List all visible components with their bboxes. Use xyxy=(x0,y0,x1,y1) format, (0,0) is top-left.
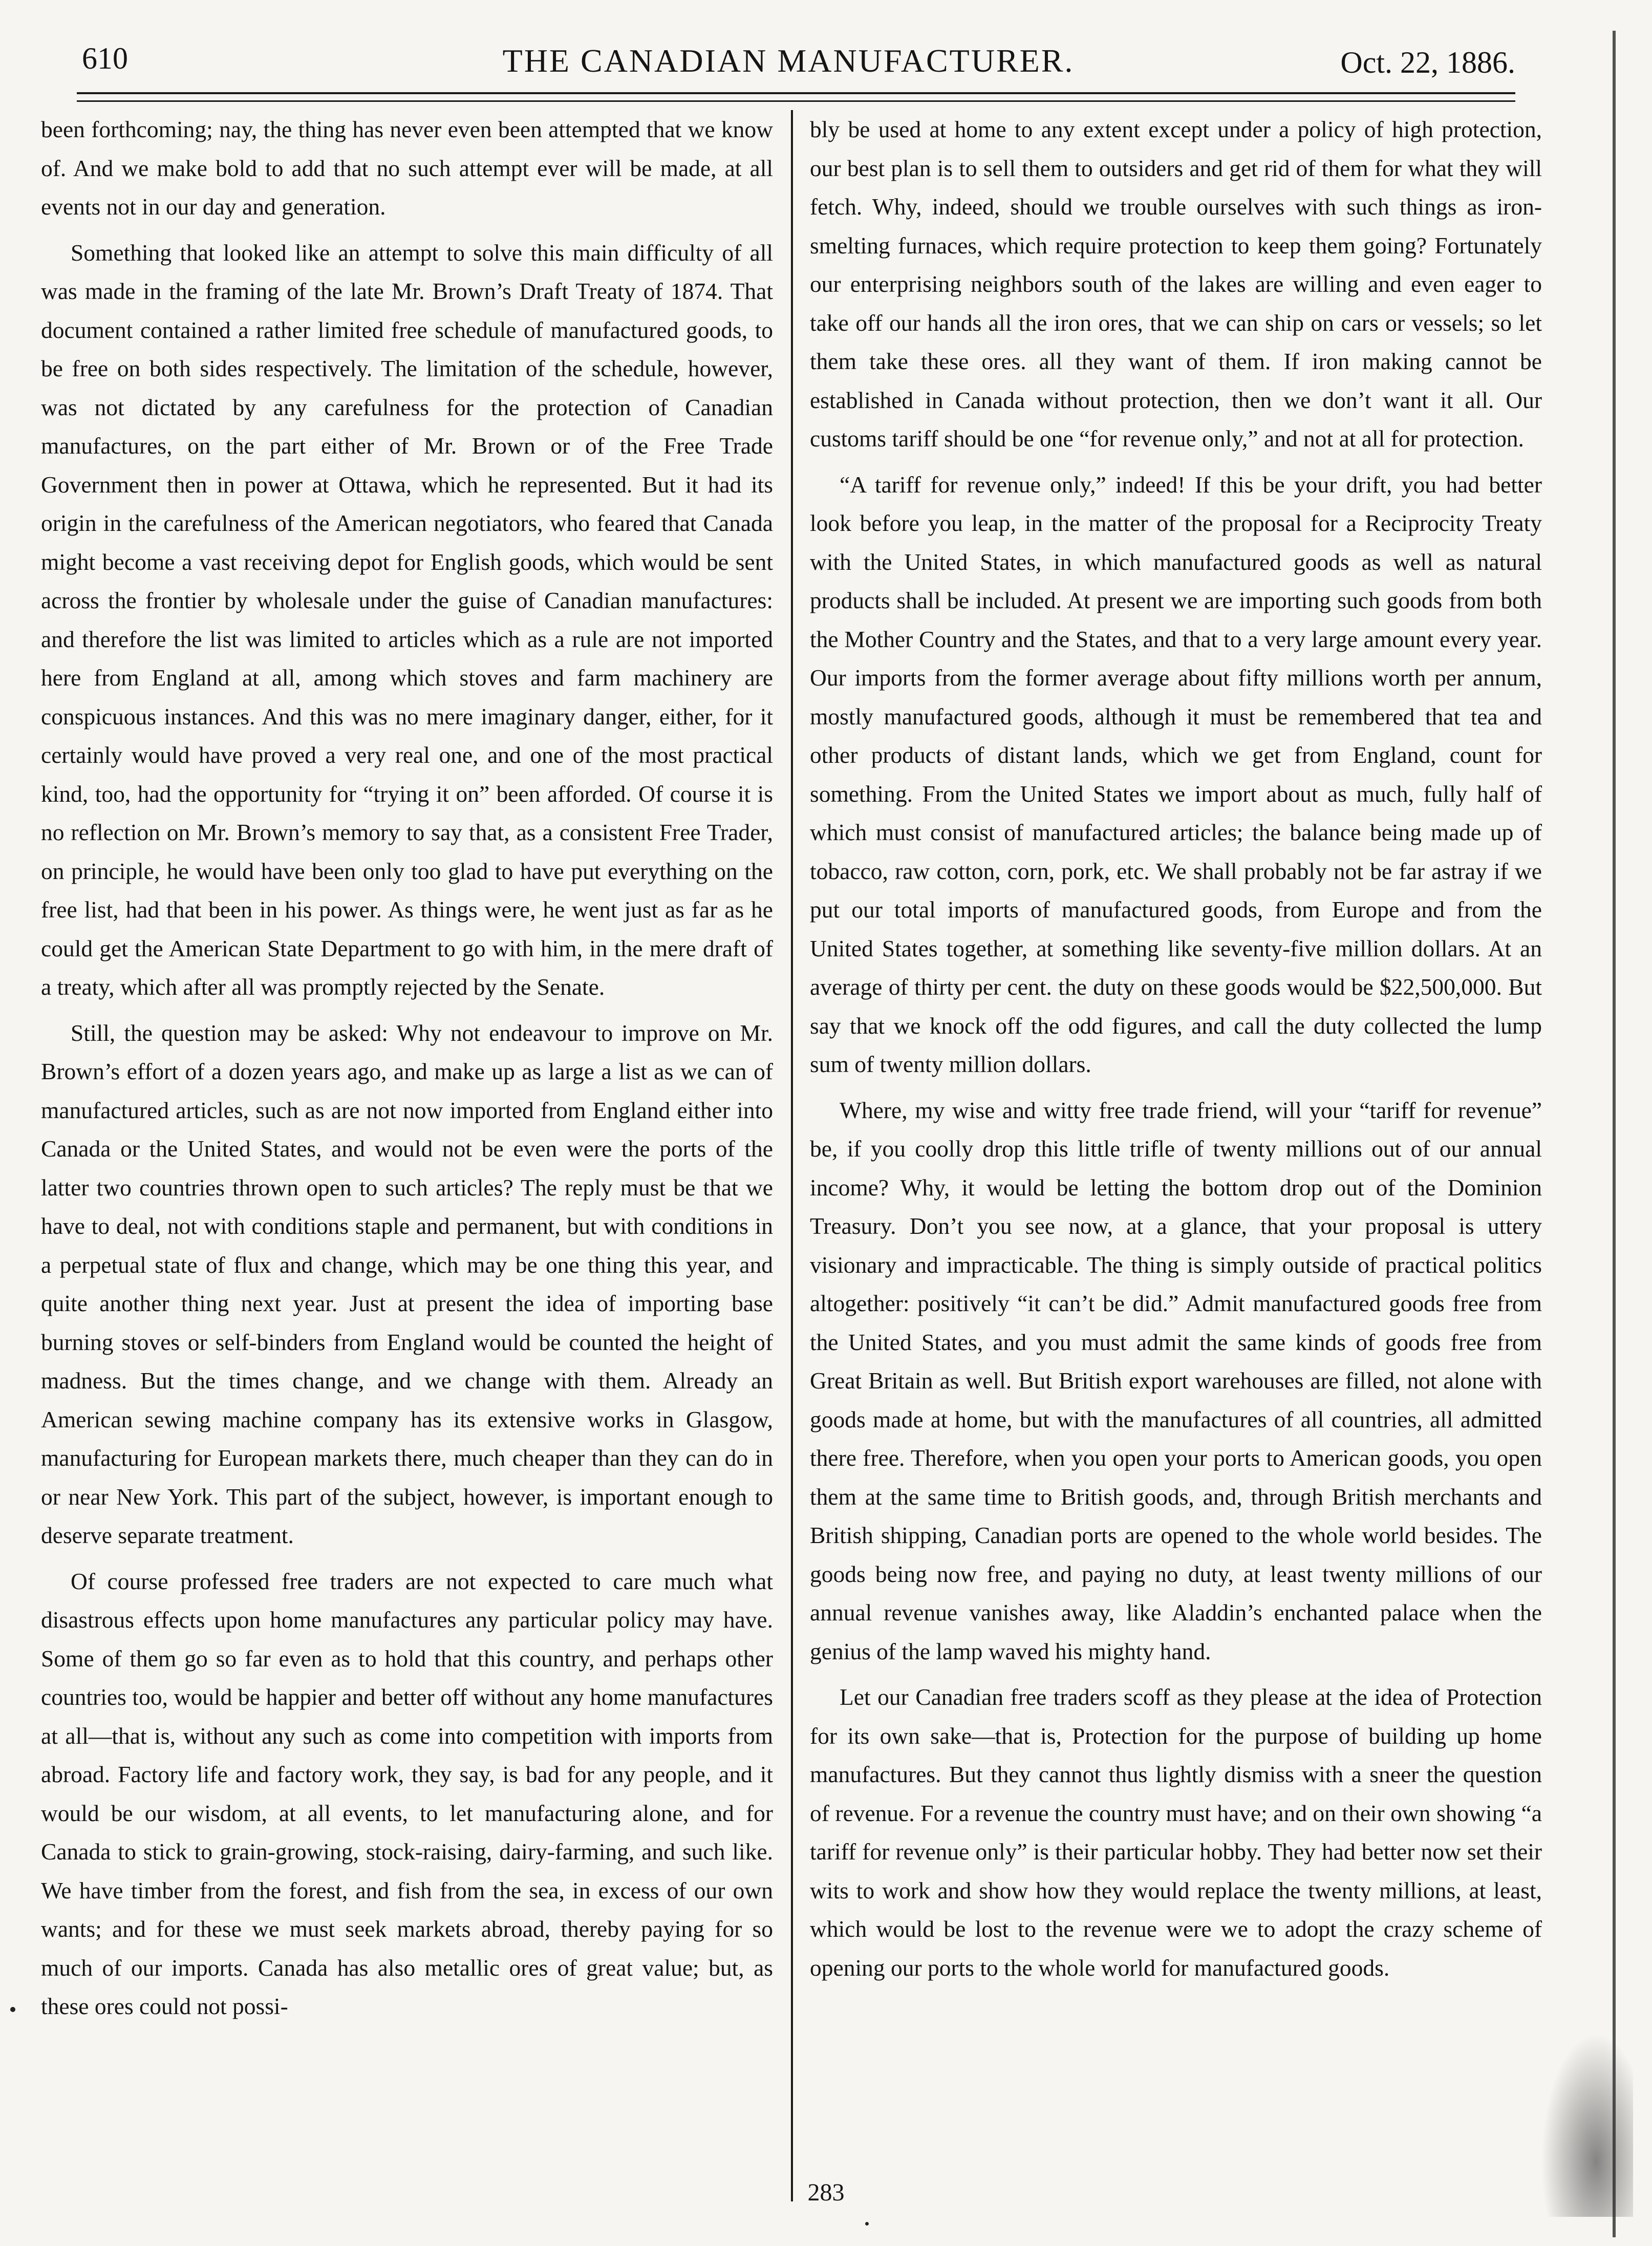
paragraph: bly be used at home to any extent except under a policy of high protection, our best plan is to sell them to outsiders and get rid of them for what they will fetch. Why, indeed, should we trouble ourselves with such things as iron-smelting furnaces, which require protection to keep them going? Fortunately our enterprising neighbors south of the lakes are willing and even eager to take off our hands all the iron ores, that we can ship on cars or vessels; so let them take these ores. all they want of them. If iron making cannot be established in Canada without protection, then we don’t want it all. Our customs tariff should be one “for revenue only,” and not at all for protection. xyxy=(810,116,1542,452)
left-column xyxy=(41,110,773,2201)
scan-speck xyxy=(10,2007,15,2012)
paragraph: Still, the question may be asked: Why not endeavour to improve on Mr. Brown’s effort of a dozen years ago, and make up as large a list as we can of manufactured articles, such as are not now imported from England either into Canada or the United States, and would not be even were the ports of the latter two countries thrown open to such articles? The reply must be that we have to deal, not with conditions staple and permanent, but with conditions in a perpetual state of flux and change, which may be one thing this year, and quite another thing next year. Just at present the idea of importing base burning stoves or self-binders from England would be counted the height of madness. But the times change, and we change with them. Already an American sewing machine company has its extensive works in Glasgow, manufacturing for European markets there, much cheaper than they can do in or near New York. This part of the subject, however, is important enough to deserve separate treatment. xyxy=(41,1019,773,1548)
paragraph: been forthcoming; nay, the thing has never even been attempted that we know of. And we make bold to add that no such attempt ever will be made, at all events not in our day and generation. xyxy=(41,116,773,220)
paragraph: “A tariff for revenue only,” indeed! If this be your drift, you had better look before you leap, in the matter of the proposal for a Reciprocity Treaty with the United States, in which manufactured goods as well as natural products shall be included. At present we are importing such goods from both the Mother Country and the States, and that to a very large amount every year. Our imports from the former average about fifty millions worth per annum, mostly manufactured goods, although it must be remembered that tea and other products of distant lands, which we get from England, count for something. From the United States we import about as much, fully half of which must consist of manufactured articles; the balance being made up of tobacco, raw cotton, corn, pork, etc. We shall probably not be far astray if we put our total imports of manufactured goods, from Europe and from the United States together, at something like seventy-five million dollars. At an average of thirty per cent. the duty on these goods would be $22,500,000. But say that we knock off the odd figures, and call the duty collected the lump sum of twenty million dollars. xyxy=(810,471,1542,1077)
paragraph: Of course professed free traders are not expected to care much what disastrous effects upon home manufactures any particular policy may have. Some of them go so far even as to hold that this country, and perhaps other countries too, would be happier and better off without any home manufactures at all—that is, without any such as come into competition with imports from abroad. Factory life and factory work, they say, is bad for any people, and it would be our wisdom, at all events, to let manufacturing alone, and for Canada to stick to grain-growing, stock-raising, dairy-farming, and such like. We have timber from the forest, and fish from the sea, in excess of our own wants; and for these we must seek markets abroad, thereby paying for so much of our imports. Canada has also metallic ores of great value; but, as these ores could not possi- xyxy=(41,1568,773,2019)
page-header xyxy=(61,36,1515,92)
paragraph: Where, my wise and witty free trade friend, will your “tariff for revenue” be, if you coolly drop this little trifle of twenty millions out of our annual income? Why, it would be letting the bottom drop out of the Dominion Treasury. Don’t you see now, at a glance, that your proposal is uttery visionary and impracticable. The thing is simply outside of practical politics altogether: positively “it can’t be did.” Admit manufactured goods free from the United States, and you must admit the same kinds of goods free from Great Britain as well. But British export warehouses are filled, not alone with goods made at home, but with the manufactures of all countries, all admitted there free. Therefore, when you open your ports to American goods, you open them at the same time to British goods, and, through British merchants and British shipping, Canadian ports are opened to the whole world besides. The goods being now free, and paying no duty, at least twenty millions of our annual revenue vanishes away, like Aladdin’s enchanted palace when the genius of the lamp waved his mighty hand. xyxy=(810,1097,1542,1664)
paragraph: Let our Canadian free traders scoff as they please at the idea of Protection for its own sake—that is, Protection for the purpose of building up home manufactures. But they cannot thus lightly dismiss with a sneer the question of revenue. For a revenue the country must have; and on their own showing “a tariff for revenue only” is their particular hobby. They had better now set their wits to work and show how they would replace the twenty millions, at least, which would be lost to the revenue were we to adopt the crazy scheme of opening our ports to the whole world for manufactured goods. xyxy=(810,1684,1542,1981)
column-divider xyxy=(791,110,793,2201)
header-rule-top xyxy=(77,92,1515,94)
paragraph: Something that looked like an attempt to solve this main difficulty of all was made in the framing of the late Mr. Brown’s Draft Treaty of 1874. That document contained a rather limited free schedule of manufactured goods, to be free on both sides respectively. The limitation of the schedule, however, was not dictated by any carefulness for the protection of Canadian manufactures, on the part either of Mr. Brown or of the Free Trade Government then in power at Ottawa, which he represented. But it had its origin in the carefulness of the American negotiators, who feared that Canada might become a vast receiving depot for English goods, which would be sent across the frontier by wholesale under the guise of Canadian manufactures: and therefore the list was limited to articles which as a rule are not imported here from England at all, among which stoves and farm machinery are conspicuous instances. And this was no mere imaginary danger, either, for it certainly would have proved a very real one, and one of the most practical kind, too, had the opportunity for “trying it on” been afforded. Of course it is no reflection on Mr. Brown’s memory to say that, as a consistent Free Trader, on principle, he would have been only too glad to have put everything on the free list, had that been in his power. As things were, he went just as far as he could get the American State Department to go with him, in the mere draft of a treaty, which after all was promptly rejected by the Senate. xyxy=(41,239,773,1000)
journal-title: THE CANADIAN MANUFACTURER. xyxy=(502,42,1075,79)
header-rule-bottom xyxy=(77,100,1515,102)
footer-page-number: 283 xyxy=(807,2179,845,2206)
page-edge-shadow xyxy=(1613,31,1616,2237)
issue-date: Oct. 22, 1886. xyxy=(1340,46,1515,79)
page-number: 610 xyxy=(82,41,128,75)
right-column xyxy=(810,110,1542,2201)
scan-speck xyxy=(865,2222,869,2226)
